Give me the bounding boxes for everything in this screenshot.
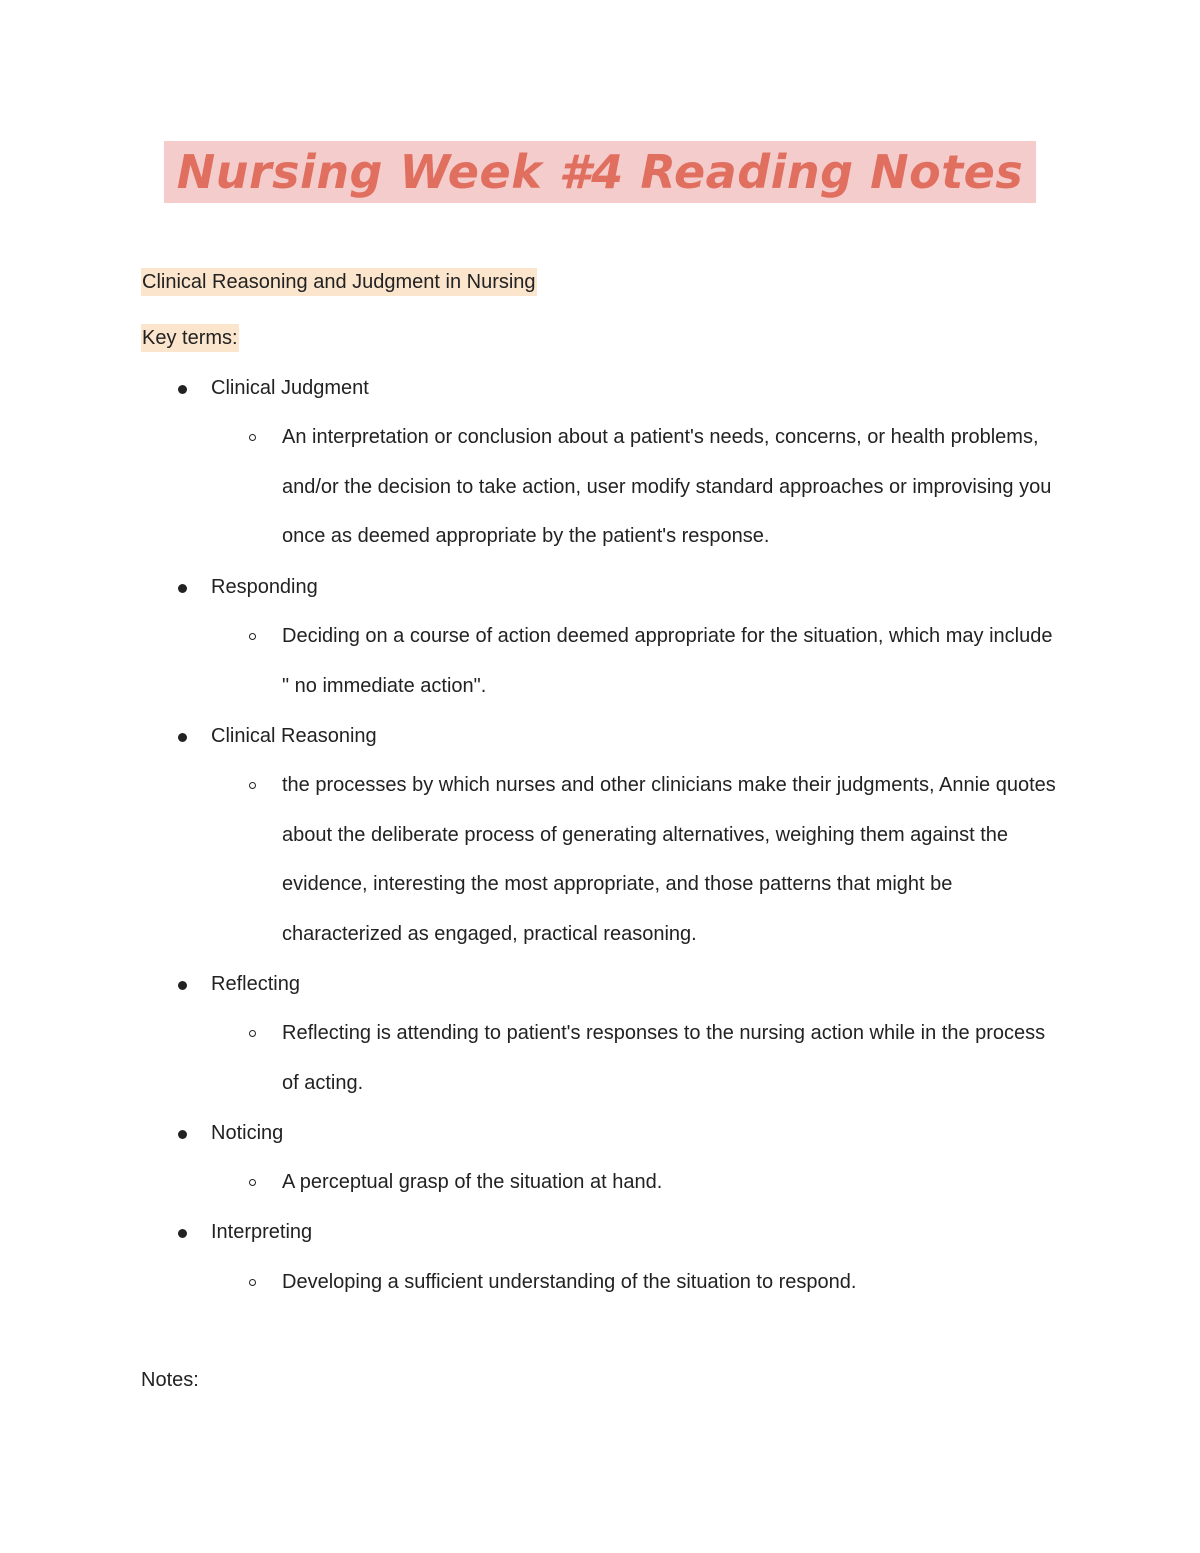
notes-label: Notes:: [141, 1369, 199, 1391]
sub-bullet-icon: [249, 633, 256, 640]
term-noticing: Noticing: [211, 1122, 284, 1144]
sub-bullet-icon: [249, 1030, 256, 1037]
bullet-icon: [178, 1130, 187, 1139]
definition-clinical-judgment: An interpretation or conclusion about a patient's needs, concerns, or health problems, and/or the decision to take action, user modify standard approaches or improvising you once as deemed appropriate by the patient's response.: [282, 426, 1052, 548]
sub-bullet-icon: [249, 1179, 256, 1186]
key-terms-label: Key terms:: [141, 324, 239, 352]
section-heading: Clinical Reasoning and Judgment in Nursing: [141, 268, 537, 296]
term-clinical-reasoning: Clinical Reasoning: [211, 725, 377, 747]
definition-noticing: A perceptual grasp of the situation at hand.: [282, 1171, 663, 1193]
definition-responding: Deciding on a course of action deemed appropriate for the situation, which may include " no immediate action".: [282, 625, 1053, 697]
sub-bullet-icon: [249, 782, 256, 789]
definition-reflecting: Reflecting is attending to patient's responses to the nursing action while in the process of acting.: [282, 1022, 1046, 1094]
bullet-icon: [178, 981, 187, 990]
definition-clinical-reasoning: the processes by which nurses and other clinicians make their judgments, Annie quotes about the deliberate process of generating alternatives, weighing them against the evidence, interesting the most appropriate, and those patterns that might be characterized as engaged, practical reasoning.: [282, 774, 1056, 945]
bullet-icon: [178, 733, 187, 742]
term-responding: Responding: [211, 576, 318, 598]
bullet-icon: [178, 1229, 187, 1238]
term-reflecting: Reflecting: [211, 973, 300, 995]
term-clinical-judgment: Clinical Judgment: [211, 377, 369, 399]
document-title: Nursing Week #4 Reading Notes: [164, 141, 1036, 203]
term-interpreting: Interpreting: [211, 1221, 313, 1243]
bullet-icon: [178, 584, 187, 593]
bullet-icon: [178, 385, 187, 394]
definition-interpreting: Developing a sufficient understanding of the situation to respond.: [282, 1271, 857, 1293]
sub-bullet-icon: [249, 1279, 256, 1286]
sub-bullet-icon: [249, 434, 256, 441]
